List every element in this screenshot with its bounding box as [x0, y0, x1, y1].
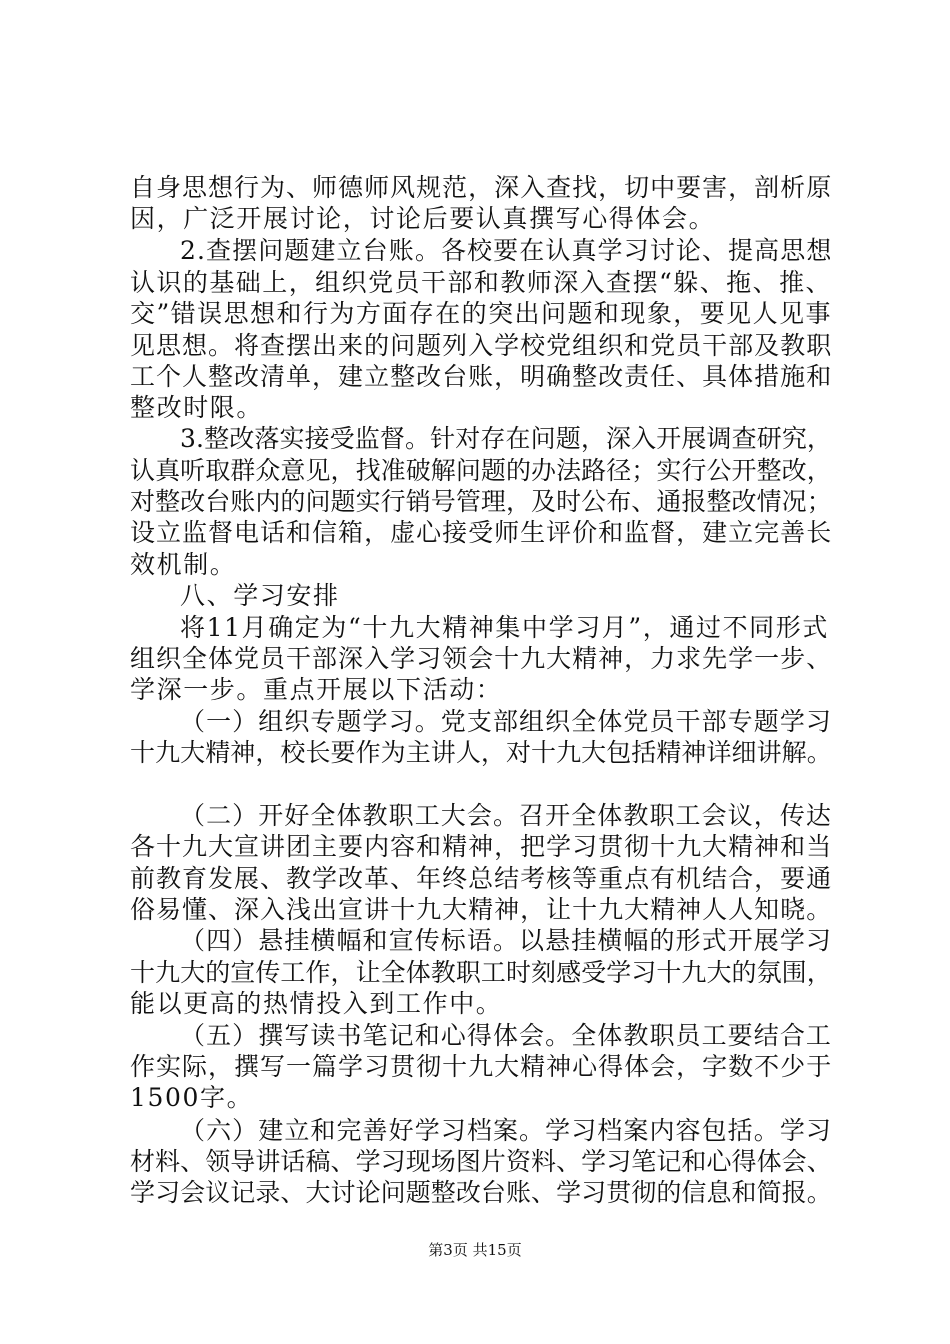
- text-line: 见思想。将查摆出来的问题列入学校党组织和党员干部及教职: [130, 331, 833, 360]
- text-line: 工个人整改清单，建立整改台账，明确整改责任、具体措施和: [130, 362, 833, 391]
- text-line: 学习会议记录、大讨论问题整改台账、学习贯彻的信息和简报。: [130, 1178, 832, 1207]
- text-line: （一）组织专题学习。党支部组织全体党员干部专题学习: [180, 707, 833, 736]
- text-line: 效机制。: [130, 550, 237, 579]
- section-heading: 八、学习安排: [180, 581, 340, 610]
- text-line: （二）开好全体教职工大会。召开全体教职工会议，传达: [180, 801, 833, 830]
- page-number-footer: 第3页 共15页: [428, 1241, 522, 1259]
- text-line: （五）撰写读书笔记和心得体会。全体教职员工要结合工: [180, 1021, 833, 1050]
- text-line: 2.查摆问题建立台账。各校要在认真学习讨论、提高思想: [180, 236, 833, 265]
- text-line: 十九大的宣传工作，让全体教职工时刻感受学习十九大的氛围，: [130, 958, 832, 987]
- text-line: （四）悬挂横幅和宣传标语。以悬挂横幅的形式开展学习: [180, 926, 833, 955]
- text-line: 1500字。: [130, 1083, 254, 1112]
- text-line: 能以更高的热情投入到工作中。: [130, 989, 503, 1018]
- text-line: 设立监督电话和信箱，虚心接受师生评价和监督，建立完善长: [130, 518, 833, 547]
- text-line: 组织全体党员干部深入学习领会十九大精神，力求先学一步、: [130, 644, 833, 673]
- text-line: 自身思想行为、师德师风规范，深入查找，切中要害，剖析原: [130, 173, 833, 202]
- text-line: 认识的基础上，组织党员干部和教师深入查摆“躲、拖、推、: [130, 268, 832, 297]
- text-line: 整改时限。: [130, 393, 264, 422]
- text-line: 将11月确定为“十九大精神集中学习月”，通过不同形式: [180, 613, 829, 642]
- text-line: 3.整改落实接受监督。针对存在问题，深入开展调查研究，: [180, 424, 833, 453]
- text-line: 作实际，撰写一篇学习贯彻十九大精神心得体会，字数不少于: [130, 1052, 833, 1081]
- text-line: 学深一步。重点开展以下活动：: [130, 675, 503, 704]
- text-line: 前教育发展、教学改革、年终总结考核等重点有机结合，要通: [130, 864, 833, 893]
- text-line: 认真听取群众意见，找准破解问题的办法路径；实行公开整改，: [130, 456, 832, 485]
- text-line: 对整改台账内的问题实行销号管理，及时公布、通报整改情况；: [130, 487, 832, 516]
- text-line: 交”错误思想和行为方面存在的突出问题和现象，要见人见事: [130, 299, 832, 328]
- text-line: 材料、领导讲话稿、学习现场图片资料、学习笔记和心得体会、: [130, 1147, 832, 1176]
- text-line: 因，广泛开展讨论，讨论后要认真撰写心得体会。: [130, 204, 716, 233]
- text-line: 各十九大宣讲团主要内容和精神，把学习贯彻十九大精神和当: [130, 832, 833, 861]
- text-line: 十九大精神，校长要作为主讲人，对十九大包括精神详细讲解。: [130, 738, 832, 767]
- text-line: （六）建立和完善好学习档案。学习档案内容包括。学习: [180, 1116, 833, 1145]
- text-line: 俗易懂、深入浅出宣讲十九大精神，让十九大精神人人知晓。: [130, 895, 833, 924]
